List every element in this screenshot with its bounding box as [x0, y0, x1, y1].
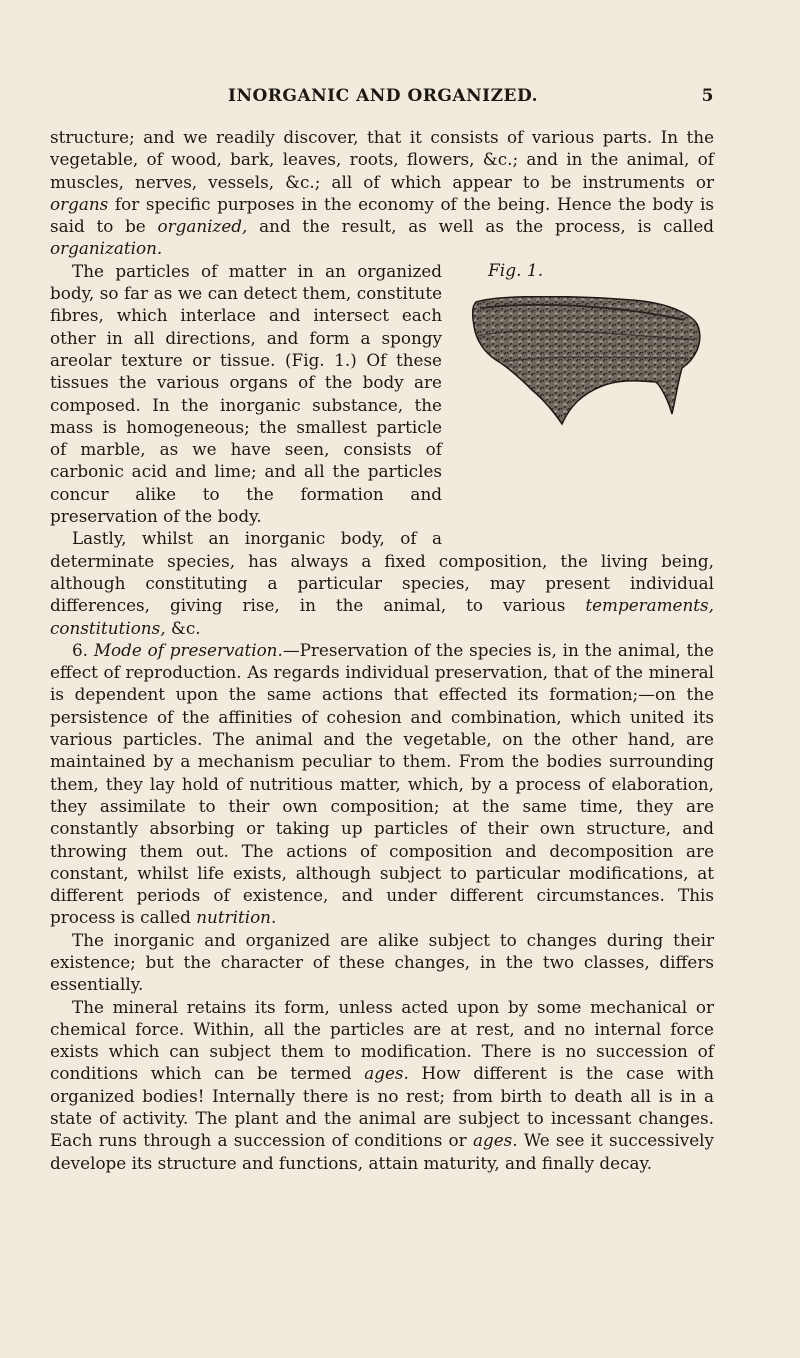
term-ages: ages.: [364, 1063, 409, 1084]
paragraph-3: [50, 527, 714, 638]
term-ages-2: ages.: [472, 1130, 518, 1151]
p3-text-c: &c.: [165, 617, 201, 638]
areolar-tissue-illustration: [462, 296, 714, 436]
running-header: [50, 86, 714, 110]
p3-text-a: Lastly, whilst an inorganic body, of a determinate species, has always a fixed composition, the living being, although constituting a particular species, may present individual differences, giving rise, in the animal, to various: [50, 528, 714, 616]
p6-text-a: The mineral retains its form, unless acted upon by some mechanical or chemical force. Within, all the particles are at rest, and no internal force exists which can subject them to modification. There is no succession of conditions which can be termed: [50, 996, 714, 1084]
body-text: [50, 126, 714, 1174]
paragraph-4: [50, 639, 714, 929]
paragraph-6: [50, 996, 714, 1174]
term-organization: organization.: [50, 238, 163, 259]
p1-text-e: and the result, as well as the process, is called: [247, 216, 714, 237]
p4-text-c: —Preservation of the species is, in the animal, the effect of reproduction. As regards individual preservation, that of the mineral is dependent upon the same actions that effected its formation;—on the persistence of the affinities of cohesion and combination, which united its various particles. The animal and the vegetable, on the other hand, are maintained by a mechanism peculiar to them. From the bodies surrounding them, they lay hold of nutritious matter, which, by a process of elaboration, they assimilate to their own composition; at the same time, they are constantly absorbing or taking up particles of their own structure, and throwing them out. The actions of composition and decomposition are constant, whilst life exists, although subject to particular modifications, at different periods of existence, and under different circumstances. This process is called: [50, 639, 714, 928]
running-title: INORGANIC AND ORGANIZED.: [228, 86, 539, 106]
paragraph-1: [50, 126, 714, 260]
figure-1: [462, 260, 714, 528]
term-temperaments: temperaments, constitutions,: [50, 595, 714, 638]
paragraph-5: The inorganic and organized are alike subject to changes during their existence; but the character of these changes, in the two classes, differs essentially.: [50, 929, 714, 995]
term-organs: organs: [50, 193, 109, 214]
page-number: 5: [701, 86, 714, 106]
section-number: 6.: [72, 639, 94, 660]
figure-label: Fig. 1.: [488, 260, 544, 281]
p1-text-c: for specific purposes in the economy of the being. Hence the body is said to be: [50, 193, 714, 237]
p6-text-e: We see it successively develope its structure and functions, attain maturity, and finally decay.: [50, 1130, 714, 1173]
p1-text-a: structure; and we readily discover, that it consists of various parts. In the vegetable, of wood, bark, leaves, roots, flowers, &c.; and in the animal, of muscles, nerves, vessels, &c.; all of which appear to be instruments or: [50, 127, 714, 192]
term-nutrition: nutrition.: [196, 907, 277, 928]
paragraph-2: The particles of matter in an organized body, so far as we can detect them, constitute fibres, which interlace and intersect each other in all directions, and form a spongy areolar texture or tissue. (Fig. 1.) Of these tissues the various organs of the body are composed. In the inorganic substance, the mass is homogeneous; the smallest particle of marble, as we have seen, consists of carbonic acid and lime; and all the particles concur alike to the formation and preservation of the body.: [50, 260, 442, 527]
p6-text-c: How different is the case with organized bodies! Internally there is no rest; from birth to death all is in a state of activity. The plant and the animal are subject to incessant changes. Each runs through a succession of conditions or: [50, 1063, 715, 1151]
term-organized: organized,: [157, 216, 248, 237]
section-heading: Mode of preservation.: [93, 639, 283, 660]
